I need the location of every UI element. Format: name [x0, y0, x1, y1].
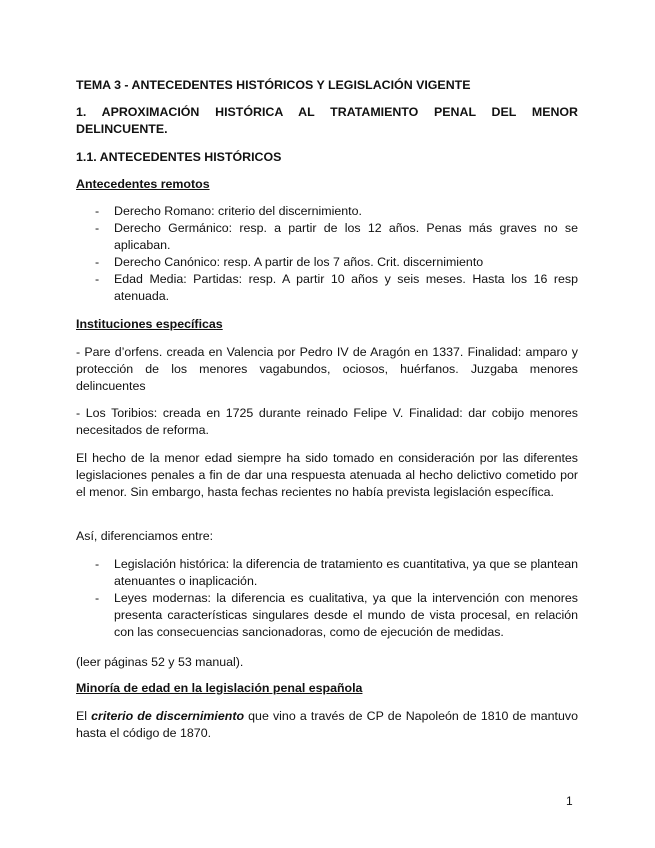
list-item: - Derecho Romano: criterio del discernimiento. — [76, 203, 578, 220]
instituciones-heading: Instituciones específicas — [76, 317, 223, 331]
toribios-paragraph: - Los Toribios: creada en 1725 durante reinado Felipe V. Finalidad: dar cobijo menores necesitados de reforma. — [76, 406, 578, 437]
minoria-heading: Minoría de edad en la legislación penal española — [76, 681, 363, 695]
menor-edad-paragraph: El hecho de la menor edad siempre ha sido tomado en consideración por las diferentes legislaciones penales a fin de dar una respuesta atenuada al hecho delictivo cometido por el menor. Sin embargo, hasta fechas recientes no había prevista legislación específica. — [76, 451, 578, 499]
asi-paragraph: Así, diferenciamos entre: — [76, 529, 214, 543]
list-item: - Derecho Germánico: resp. a partir de los 12 años. Penas más graves no se aplicaban. — [76, 220, 578, 254]
list-item: - Derecho Canónico: resp. A partir de los 7 años. Crit. discernimiento — [76, 254, 578, 271]
pare-orfens-paragraph: - Pare d’orfens. creada en Valencia por Pedro IV de Aragón en 1337. Finalidad: amparo y protección de los menores vagabundos, ociosos, huérfanos. Juzgaba menores delincuentes — [76, 345, 578, 393]
leer-note: (leer páginas 52 y 53 manual). — [76, 655, 244, 669]
antecedentes-remotos-heading: Antecedentes remotos — [76, 177, 210, 191]
section-heading-1: 1. APROXIMACIÓN HISTÓRICA AL TRATAMIENTO PENAL DEL MENOR DELINCUENTE. — [76, 105, 578, 136]
list-item: - Leyes modernas: la diferencia es cualitativa, ya que la intervención con menores presenta características singulares desde el mundo de vista procesal, en relación con las consecuencias sancionadoras, como de ejecución de medidas. — [76, 590, 578, 641]
section-heading-1-1: 1.1. ANTECEDENTES HISTÓRICOS — [76, 150, 282, 164]
minoria-paragraph — [76, 708, 578, 742]
minoria-prefix: El — [76, 709, 92, 723]
page-number: 1 — [566, 794, 573, 808]
document-title: TEMA 3 - ANTECEDENTES HISTÓRICOS Y LEGISLACIÓN VIGENTE — [76, 78, 471, 92]
diferencias-list — [76, 556, 578, 641]
list-item: - Legislación histórica: la diferencia de tratamiento es cuantitativa, ya que se plantean atenuantes o inaplicación. — [76, 556, 578, 590]
antecedentes-remotos-list — [76, 203, 578, 305]
list-item: - Edad Media: Partidas: resp. A partir 10 años y seis meses. Hasta los 16 resp atenuada. — [76, 271, 578, 305]
minoria-rest: que vino a través de CP de Napoleón de 1810 de mantuvo hasta el código de 1870. — [76, 709, 578, 740]
criterio-emphasis: criterio de discernimiento — [91, 709, 245, 723]
